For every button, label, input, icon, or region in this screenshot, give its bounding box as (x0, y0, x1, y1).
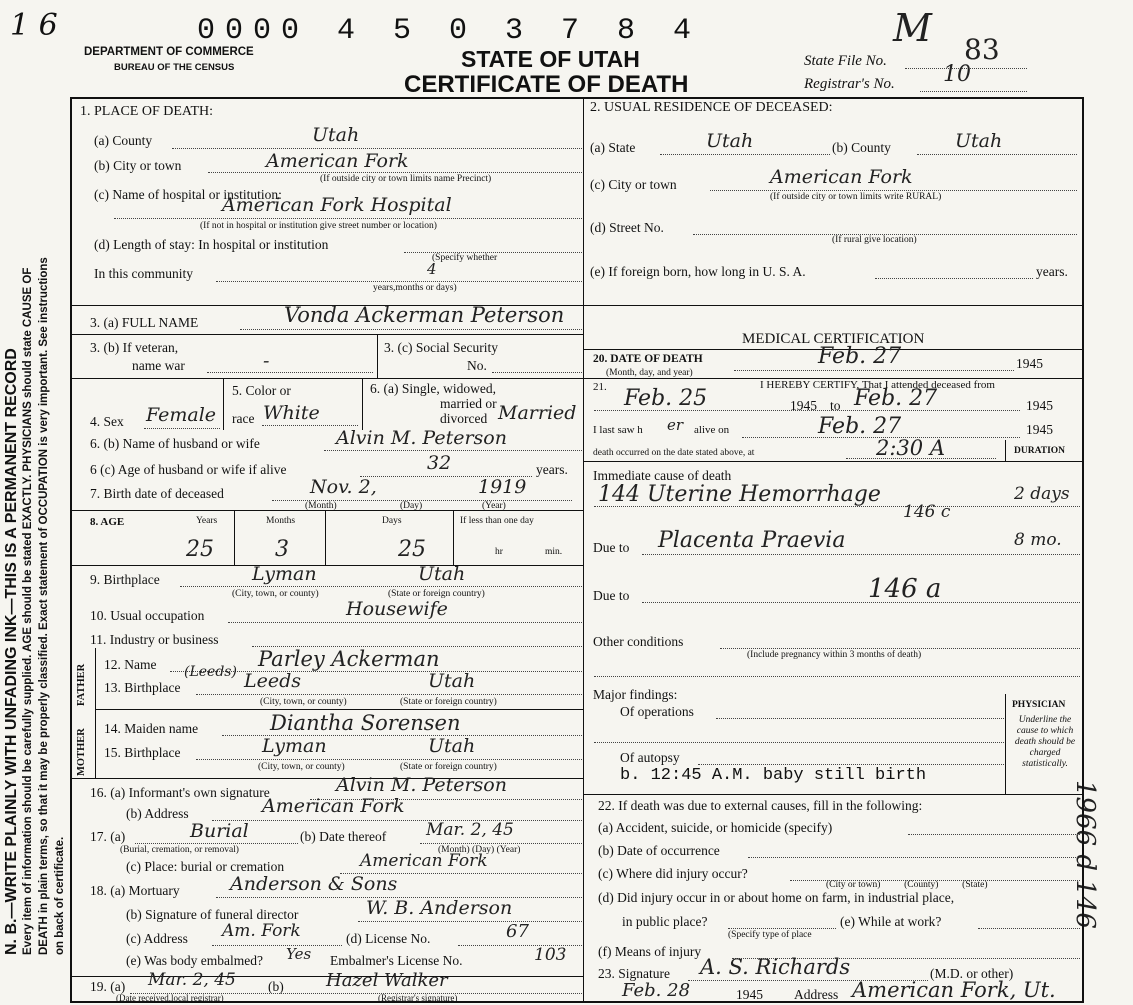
autopsy-label: Of autopsy (620, 750, 680, 765)
ext-d2: in public place? (622, 914, 708, 929)
mother-name: Diantha Sorensen (270, 711, 461, 735)
mortuary: Anderson & Sons (230, 873, 398, 895)
mother-bp-state: Utah (428, 735, 476, 757)
occupation-label: 10. Usual occupation (90, 608, 205, 623)
physician-header: PHYSICIAN (1012, 700, 1066, 710)
age-months: 3 (275, 537, 289, 562)
autopsy-line (698, 764, 1004, 765)
res-county-label: (b) County (832, 140, 891, 155)
color-label: 5. Color or (232, 383, 291, 398)
stay-label: (d) Length of stay: In hospital or institution (94, 237, 329, 252)
director-label: (b) Signature of funeral director (126, 907, 299, 922)
immediate-label: Immediate cause of death (593, 468, 732, 483)
spouse-age-label: 6 (c) Age of husband or wife if alive (90, 462, 287, 477)
margin-marks: 1 6 (10, 8, 58, 43)
father-bp-city: Leeds (244, 670, 302, 692)
reg-hint: (Registrar's signature) (378, 993, 458, 1003)
code-2: 146 a (868, 574, 942, 604)
side-instruction-1: Every item of information should be carefully supplied. AGE should be stated EXACTLY. PHYSICIANS should state CAUSE OF (22, 267, 34, 955)
father-name: Parley Ackerman (258, 647, 440, 671)
war-label: name war (132, 358, 185, 373)
attended-from: Feb. 25 (624, 386, 708, 411)
month-hint: (Month) (305, 501, 337, 511)
ext-d2-line (728, 928, 836, 929)
ext-d-hint: (Specify type of place (728, 930, 812, 940)
to-label: to (830, 398, 841, 413)
operations-line-2 (594, 742, 1004, 743)
other-line (720, 648, 1080, 649)
md-label: (M.D. or other) (930, 966, 1014, 981)
registrar-value: 10 (943, 62, 971, 87)
license: 67 (506, 921, 529, 942)
hospital-hint: (If not in hospital or institution give street number or location) (200, 221, 437, 231)
community-value: 4 (427, 260, 437, 278)
death-city: American Fork (266, 150, 409, 172)
dod: Feb. 27 (818, 344, 902, 369)
res-city-label: (c) City or town (590, 177, 677, 192)
mother-name-label: 14. Maiden name (104, 721, 199, 736)
baby-note: b. 12:45 A.M. baby still birth (620, 766, 927, 785)
ss-no-label: No. (467, 358, 487, 373)
code-1: 146 c (903, 502, 951, 522)
community-line (216, 281, 582, 282)
last-saw-label: I last saw h (593, 424, 643, 436)
burial-hint: (Burial, cremation, or removal) (120, 845, 239, 855)
due2-label: Due to (593, 588, 630, 603)
ext-c: (c) Where did injury occur? (598, 866, 748, 881)
center-divider (583, 97, 584, 1001)
res-city-line (710, 190, 1077, 191)
specify-hint: (Specify whether (432, 253, 498, 263)
sig-address: American Fork, Ut. (852, 978, 1056, 1002)
mother-bp-city: Lyman (262, 735, 327, 757)
birth-year: 1919 (478, 476, 527, 498)
sig-year: 1945 (736, 987, 763, 1002)
last-year: 1945 (1026, 422, 1053, 437)
signature-label: 23. Signature (598, 966, 670, 981)
ss-line (492, 372, 582, 373)
ext-f: (f) Means of injury (598, 944, 702, 959)
row-divider-1 (70, 305, 1082, 306)
time-of-death: 2:30 A (876, 436, 945, 460)
year-hint: (Year) (482, 501, 506, 511)
immediate-cause: 144 Uterine Hemorrhage (598, 482, 881, 507)
last-saw-val: er (667, 416, 684, 434)
burial-date-line (420, 843, 582, 844)
war-value: - (263, 350, 270, 372)
duration-divider (1005, 440, 1006, 462)
father-bp-line (196, 694, 582, 695)
other-line-2 (594, 676, 1080, 677)
mother-city-hint: (City, town, or county) (258, 762, 345, 772)
burial-a-label: 17. (a) (90, 829, 126, 844)
age-years: 25 (186, 537, 214, 562)
occupation-line (228, 622, 582, 623)
doc-title: CERTIFICATE OF DEATH (404, 71, 689, 98)
to-year: 1945 (1026, 398, 1053, 413)
burial-date: Mar. 2, 45 (426, 820, 514, 840)
duration-header: DURATION (1014, 446, 1066, 456)
inf-address-label: (b) Address (126, 806, 189, 821)
inf-address: American Fork (262, 795, 405, 817)
community-label: In this community (94, 266, 193, 281)
mother-state-hint: (State or foreign country) (400, 762, 497, 772)
race: White (263, 402, 320, 424)
res-city-hint: (If outside city or town limits write RURAL) (770, 192, 942, 202)
row-divider-name (70, 334, 584, 335)
burial-date-label: (b) Date thereof (300, 829, 387, 844)
mort-address-label: (c) Address (126, 931, 188, 946)
state-file-value: 83 (964, 33, 1000, 66)
physician-signature: A. S. Richards (700, 955, 851, 979)
spouse-age-years: years. (536, 462, 568, 477)
ext-a: (a) Accident, suicide, or homicide (specify) (598, 820, 833, 835)
father-bp-state: Utah (428, 670, 476, 692)
father-bp-label: 13. Birthplace (104, 680, 181, 695)
side-instruction-2: DEATH in plain terms, so that it may be properly classified. Exact statement of OCCUPATION is very important. See instructions (38, 257, 50, 955)
row-divider-22 (584, 794, 1082, 795)
color-divider-1 (223, 378, 224, 430)
birthplace-line (180, 586, 582, 587)
death-county-label: (a) County (94, 133, 153, 148)
birth-state: Utah (418, 563, 466, 585)
father-name-label: 12. Name (104, 657, 157, 672)
ext-b-line (748, 857, 1080, 858)
full-name-label: 3. (a) FULL NAME (90, 315, 199, 330)
res-street-hint: (If rural give location) (832, 235, 917, 245)
birth-city-hint: (City, town, or county) (232, 589, 319, 599)
war-line (207, 372, 373, 373)
spouse-line (324, 450, 582, 451)
ext-e: (e) While at work? (840, 914, 942, 929)
marital-label: 6. (a) Single, widowed, (370, 381, 496, 396)
foreign-years: years. (1036, 264, 1068, 279)
last-saw-date: Feb. 27 (818, 414, 902, 439)
age-min: min. (545, 547, 563, 557)
leeds-note: (Leeds) (184, 664, 237, 680)
ext-d: (d) Did injury occur in or about home on farm, in industrial place, (598, 890, 955, 905)
burial-place: American Fork (360, 851, 488, 871)
from-year: 1945 (790, 398, 817, 413)
full-name: Vonda Ackerman Peterson (284, 303, 565, 327)
sex-label: 4. Sex (90, 414, 124, 429)
age-years-label: Years (196, 516, 218, 526)
operations-line (716, 718, 1004, 719)
res-county-line (917, 154, 1077, 155)
recv-label: 19. (a) (90, 979, 126, 994)
death-city-hint: (If outside city or town limits name Precinct) (320, 174, 492, 184)
spouse-age: 32 (427, 452, 452, 474)
due1: Placenta Praevia (658, 528, 846, 553)
registrar-signature: Hazel Walker (326, 970, 448, 991)
res-county: Utah (955, 130, 1003, 152)
place-of-death-heading: 1. PLACE OF DEATH: (80, 104, 214, 119)
res-state-line (660, 154, 830, 155)
ext-c-hint: (City or town) (County) (State) (826, 880, 988, 890)
res-street-label: (d) Street No. (590, 220, 664, 235)
hospital-label: (c) Name of hospital or institution: (94, 187, 282, 202)
birthplace-label: 9. Birthplace (90, 572, 160, 587)
dept-name: DEPARTMENT OF COMMERCE (84, 46, 254, 58)
age-less-label: If less than one day (460, 516, 534, 526)
due1-duration: 8 mo. (1014, 530, 1062, 550)
corner-mark: M (893, 6, 932, 50)
age-months-label: Months (266, 516, 296, 526)
mother-bp-label: 15. Birthplace (104, 745, 181, 760)
day-hint: (Day) (400, 501, 423, 511)
recv-date: Mar. 2, 45 (148, 970, 236, 990)
other-hint: (Include pregnancy within 3 months of death) (747, 650, 922, 660)
inf-address-line (212, 820, 582, 821)
age-days: 25 (398, 537, 426, 562)
registrar-label: Registrar's No. (804, 76, 895, 92)
side-warning: N. B.—WRITE PLAINLY WITH UNFADING INK—THIS IS A PERMANENT RECORD (3, 348, 20, 955)
emb-license: 103 (534, 945, 567, 965)
side-instruction-3: on back of certificate. (54, 836, 66, 955)
sig-address-label: Address (794, 987, 839, 1002)
dod-line (734, 370, 1014, 371)
burial-type: Burial (190, 820, 249, 842)
bureau-name: BUREAU OF THE CENSUS (114, 62, 235, 73)
other-label: Other conditions (593, 634, 684, 649)
state-file-label: State File No. (804, 53, 887, 69)
marital-label-2: married or (440, 396, 497, 411)
immediate-duration: 2 days (1014, 484, 1070, 504)
father-state-hint: (State or foreign country) (400, 697, 497, 707)
q21-label: 21. (593, 381, 607, 393)
external-heading: 22. If death was due to external causes, fill in the following: (598, 798, 923, 813)
major-label: Major findings: (593, 687, 678, 702)
race-label: race (232, 411, 255, 426)
death-city-label: (b) City or town (94, 158, 182, 173)
foreign-label: (e) If foreign born, how long in U. S. A. (590, 264, 806, 279)
spouse-label: 6. (b) Name of husband or wife (90, 436, 260, 451)
age-col-2 (325, 510, 326, 565)
mortuary-label: 18. (a) Mortuary (90, 883, 180, 898)
attended-to: Feb. 27 (854, 386, 938, 411)
ss-divider (377, 334, 378, 378)
ext-a-line (908, 834, 1080, 835)
veteran-label: 3. (b) If veteran, (90, 340, 179, 355)
ext-e-line (978, 928, 1080, 929)
registrar-line (920, 91, 1027, 92)
death-county-line (172, 148, 582, 149)
birth-month-day: Nov. 2, (310, 476, 377, 498)
informant-signature: Alvin M. Peterson (336, 774, 507, 796)
registrar-b: (b) (268, 979, 284, 994)
burial-date-hint: (Month) (Day) (Year) (438, 845, 521, 855)
marital-label-3: divorced (440, 411, 488, 426)
age-col-3 (453, 510, 454, 565)
mort-address-line (212, 945, 342, 946)
birth-state-hint: (State or foreign country) (388, 589, 485, 599)
embalmed: Yes (286, 945, 312, 963)
dod-hint: (Month, day, and year) (606, 368, 693, 378)
embalmed-label: (e) Was body embalmed? (126, 953, 263, 968)
hospital-line (114, 218, 582, 219)
race-line (262, 425, 358, 426)
birth-label: 7. Birth date of deceased (90, 486, 224, 501)
state-title: STATE OF UTAH (461, 46, 640, 72)
hospital-name: American Fork Hospital (222, 194, 452, 216)
age-hr: hr (495, 547, 503, 557)
parents-split (95, 709, 584, 710)
death-county: Utah (312, 124, 360, 146)
death-city-line (208, 172, 582, 173)
physician-divider (1005, 694, 1006, 794)
father-city-hint: (City, town, or county) (260, 697, 347, 707)
due1-line (642, 554, 1080, 555)
father-vertical: FATHER (76, 663, 87, 706)
license-label: (d) License No. (346, 931, 431, 946)
mort-address: Am. Fork (222, 921, 301, 941)
certify-text: I HEREBY CERTIFY, That I attended deceased from (760, 379, 995, 391)
foreign-line (875, 278, 1033, 279)
res-city: American Fork (770, 166, 913, 188)
res-state-label: (a) State (590, 140, 636, 155)
right-margin-note: 1966 d 146 (1070, 780, 1100, 929)
ext-b: (b) Date of occurrence (598, 843, 720, 858)
age-col-1 (234, 510, 235, 565)
medical-heading: MEDICAL CERTIFICATION (742, 331, 925, 347)
death-occurred-text: death occurred on the date stated above, at (593, 448, 755, 458)
age-label: 8. AGE (90, 516, 125, 528)
physician-note: Underline the cause to which death should be charged statistically. (1014, 715, 1076, 769)
row-divider-immediate (584, 461, 1082, 462)
due2-line (642, 602, 1080, 603)
birth-city: Lyman (252, 563, 317, 585)
mother-vertical: MOTHER (76, 728, 87, 776)
director: W. B. Anderson (366, 897, 513, 919)
sig-date: Feb. 28 (622, 980, 691, 1001)
serial-number: 0000 4 5 0 3 7 8 4 (197, 14, 702, 48)
due1-label: Due to (593, 540, 630, 555)
parents-divider (95, 648, 96, 778)
emb-license-label: Embalmer's License No. (330, 953, 463, 968)
informant-label: 16. (a) Informant's own signature (90, 785, 270, 800)
industry-label: 11. Industry or business (90, 632, 219, 647)
row-divider-birthplace (70, 565, 584, 566)
units-hint: years,months or days) (373, 283, 457, 293)
sex-line (144, 428, 220, 429)
recv-hint: (Date received,local registrar) (116, 993, 224, 1003)
burial-line (135, 843, 298, 844)
mother-bp-line (196, 759, 582, 760)
color-divider-2 (362, 378, 363, 430)
spouse: Alvin M. Peterson (336, 427, 507, 449)
sex: Female (146, 404, 217, 426)
full-name-line (240, 329, 582, 330)
burial-place-label: (c) Place: burial or cremation (126, 859, 285, 874)
row-divider-veteran (70, 378, 584, 379)
director-line (358, 921, 582, 922)
dod-label: 20. DATE OF DEATH (593, 353, 703, 365)
occupation: Housewife (346, 598, 448, 620)
age-days-label: Days (382, 516, 402, 526)
marital: Married (498, 402, 577, 424)
ss-label: 3. (c) Social Security (384, 340, 498, 355)
dod-year: 1945 (1016, 356, 1043, 371)
residence-heading: 2. USUAL RESIDENCE OF DECEASED: (590, 100, 833, 115)
alive-on-label: alive on (694, 424, 730, 436)
res-state: Utah (706, 130, 754, 152)
operations-label: Of operations (620, 704, 694, 719)
